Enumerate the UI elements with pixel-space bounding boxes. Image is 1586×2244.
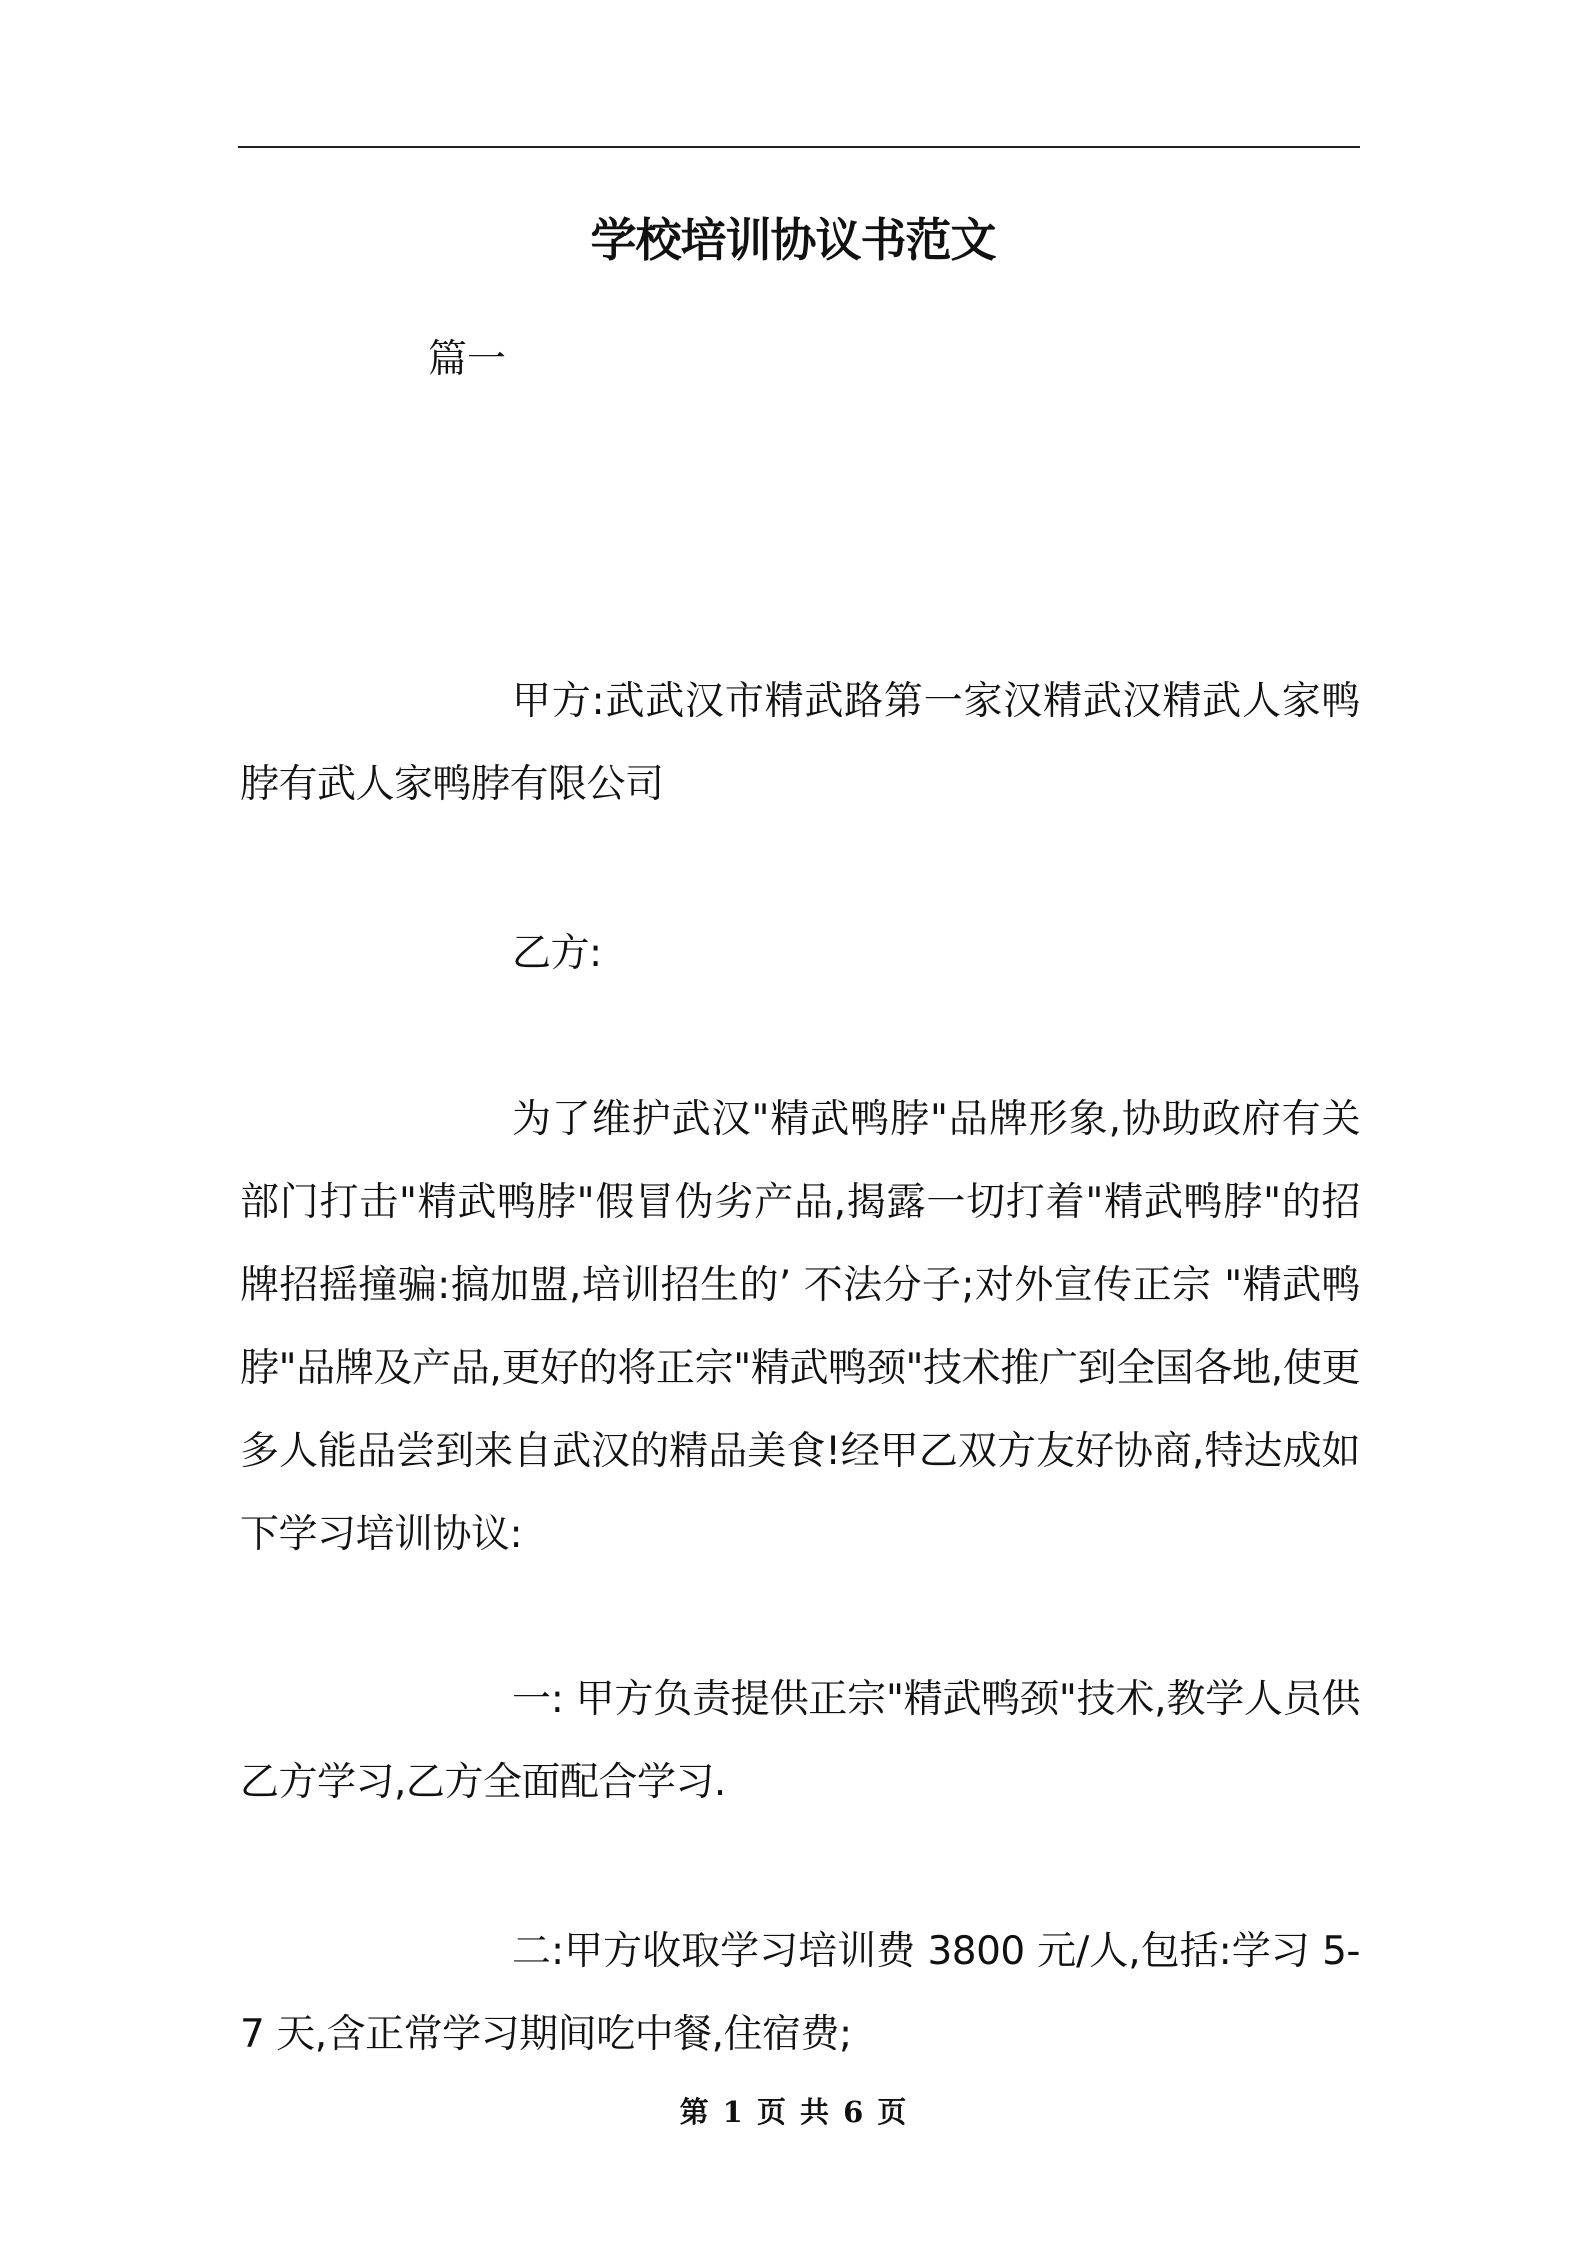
section-label: 篇一 bbox=[428, 337, 507, 382]
intro-paragraph: 为了维护武汉"精武鸭脖"品牌形象,协助政府有关部门打击"精武鸭脖"假冒伪劣产品,揭露一切打着"精武鸭脖"的招牌招摇撞骗:搞加盟,培训招生的’ 不法分子;对外宣传正宗 "精武鸭脖"品牌及产品,更好的将正宗"精武鸭颈"技术推广到全国各地,使更多人能品尝到来自武汉的精品美食!经甲乙双方友好协商,特达成如下学习培训协议: bbox=[240, 1097, 1360, 1557]
page-number-footer: 第 1 页 共 6 页 bbox=[679, 2095, 907, 2129]
clause-two-paragraph: 二:甲方收取学习培训费 3800 元/人,包括:学习 5-7 天,含正常学习期间吃中餐,住宿费; bbox=[240, 1929, 1360, 2057]
party-b-paragraph: 乙方: bbox=[512, 931, 602, 976]
party-a-paragraph: 甲方:武武汉市精武路第一家汉精武汉精武人家鸭脖有武人家鸭脖有限公司 bbox=[240, 679, 1360, 807]
document-title: 学校培训协议书范文 bbox=[590, 213, 996, 267]
clause-one-paragraph: 一: 甲方负责提供正宗"精武鸭颈"技术,教学人员供乙方学习,乙方全面配合学习. bbox=[240, 1677, 1360, 1805]
header-rule bbox=[238, 146, 1360, 148]
